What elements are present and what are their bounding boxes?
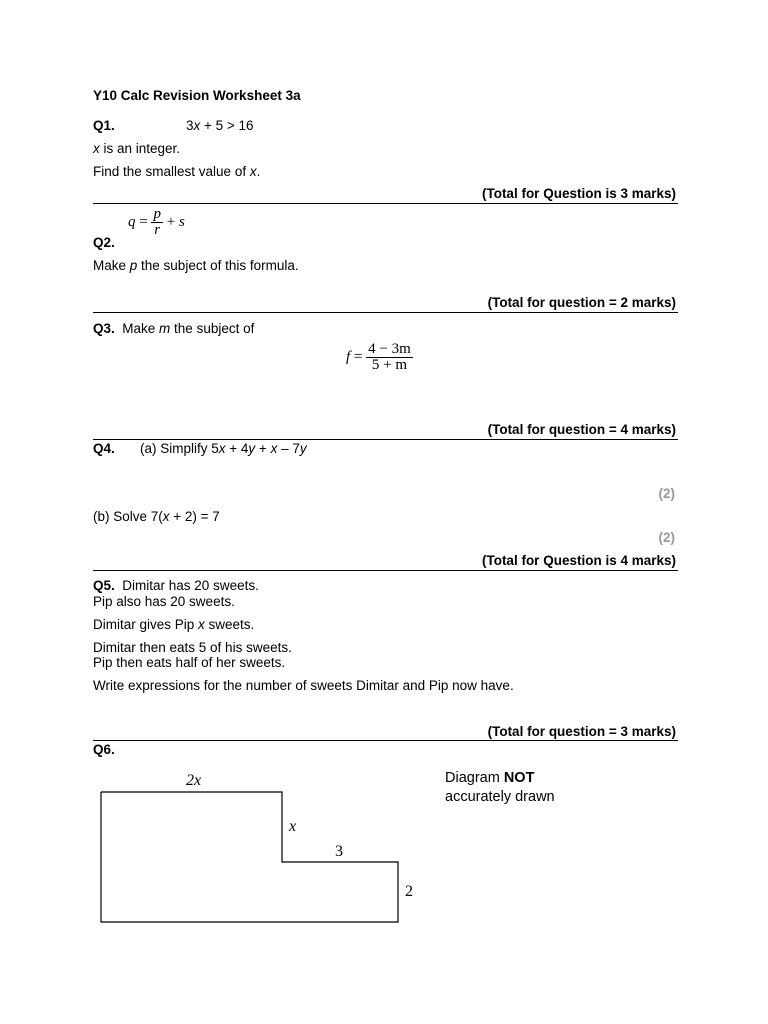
q4-part-a: (a) Simplify 5x + 4y + x – 7y — [140, 441, 307, 456]
q5-line-1: Q5. Dimitar has 20 sweets. — [93, 578, 259, 593]
q4-label: Q4. — [93, 441, 115, 456]
q4-mark-a: (2) — [658, 486, 675, 501]
q6-label-step-vertical: x — [289, 818, 297, 835]
q1-inequality: 3x + 5 > 16 — [186, 118, 254, 133]
q2-instruction: Make p the subject of this formula. — [93, 258, 299, 273]
q5-line-3: Dimitar gives Pip x sweets. — [93, 617, 255, 632]
q2-label: Q2. — [93, 235, 115, 250]
l-shape-outline — [101, 792, 398, 922]
q4-part-b: (b) Solve 7(x + 2) = 7 — [93, 509, 220, 524]
q5-line-2: Pip also has 20 sweets. — [93, 594, 235, 609]
q5-line-5: Pip then eats half of her sweets. — [93, 655, 286, 670]
q4-mark-b: (2) — [658, 530, 675, 545]
q4-total-marks: (Total for Question is 4 marks) — [481, 553, 676, 568]
q3-instruction: Q3. Make m the subject of — [93, 321, 255, 336]
q2-formula: q = $\frac{p}{r}$ + s — [128, 206, 185, 238]
q2-total-marks: (Total for question = 2 marks) — [487, 295, 676, 310]
q5-line-6: Write expressions for the number of sweets Dimitar and Pip now have. — [93, 678, 514, 693]
q1-instruction: Find the smallest value of x. — [93, 164, 261, 179]
q6-diagram-note-line-1: Diagram NOT — [445, 770, 535, 786]
q1-integer-statement: x is an integer. — [93, 141, 181, 156]
q3-formula: f = $\frac{4 - 3m}{5 + m}$ — [346, 341, 411, 373]
q5-line-4: Dimitar then eats 5 of his sweets. — [93, 640, 292, 655]
q3-total-marks: (Total for question = 4 marks) — [487, 422, 676, 437]
q1-label: Q1. — [93, 118, 115, 133]
q6-label-right: 2 — [405, 883, 413, 900]
q5-total-marks: (Total for question = 3 marks) — [487, 724, 676, 739]
q6-label-top: 2x — [186, 772, 202, 789]
q1-total-marks: (Total for Question is 3 marks) — [481, 186, 676, 201]
q6-diagram-note-line-2: accurately drawn — [445, 789, 555, 805]
q6-label: Q6. — [93, 742, 115, 757]
worksheet-title: Y10 Calc Revision Worksheet 3a — [93, 88, 301, 103]
q6-label-step-horizontal: 3 — [335, 843, 343, 860]
